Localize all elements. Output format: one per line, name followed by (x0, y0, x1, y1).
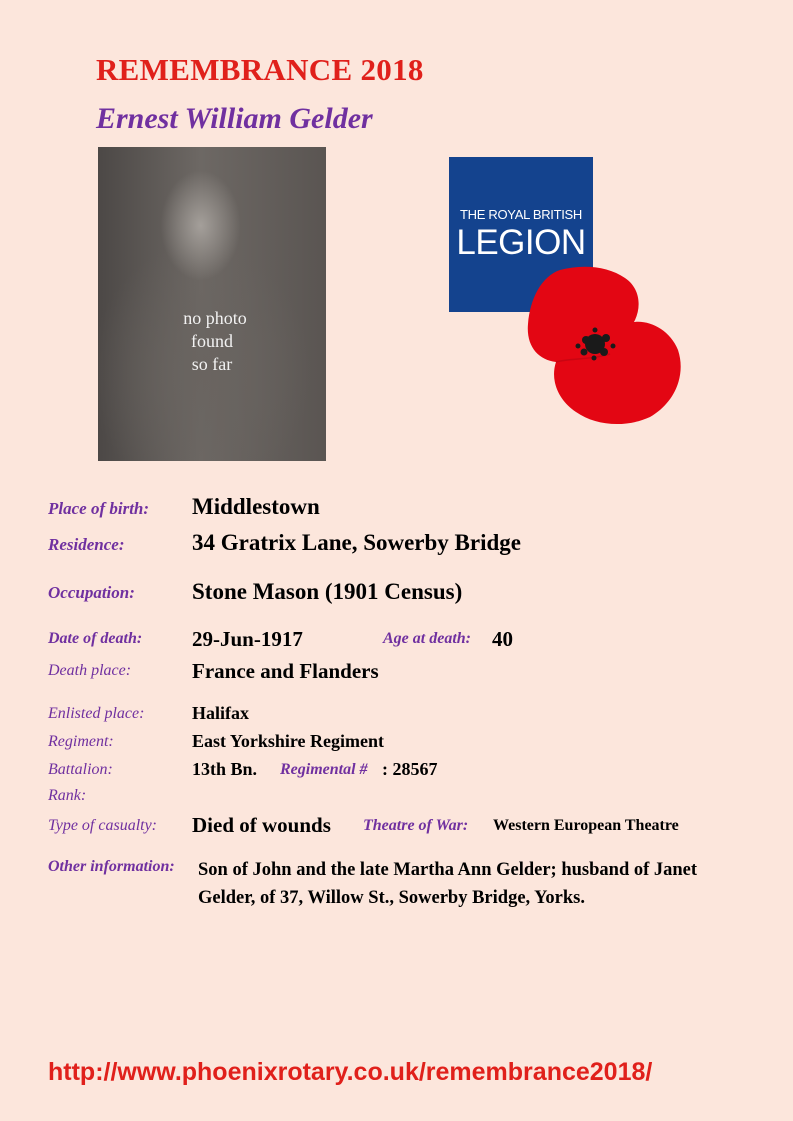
value-residence: 34 Gratrix Lane, Sowerby Bridge (192, 530, 521, 555)
value-regiment: East Yorkshire Regiment (192, 731, 384, 751)
photo-placeholder (98, 147, 326, 461)
label-rank: Rank: (48, 787, 87, 804)
label-regiment: Regiment: (48, 733, 114, 750)
value-battalion: 13th Bn. (192, 759, 258, 779)
value-age-at-death: 40 (492, 627, 513, 651)
legion-logo-line2: LEGION (456, 223, 586, 262)
footer-url-link[interactable]: http://www.phoenixrotary.co.uk/remembrance2018/ (48, 1058, 653, 1086)
photo-text-line: so far (191, 354, 233, 374)
value-occupation: Stone Mason (1901 Census) (192, 579, 463, 604)
label-death-place: Death place: (48, 662, 132, 679)
label-place-of-birth: Place of birth: (48, 499, 150, 518)
photo-text-line: found (191, 331, 233, 351)
soldier-name: Ernest William Gelder (96, 102, 373, 135)
page-title: REMEMBRANCE 2018 (96, 52, 424, 87)
value-enlisted-place: Halifax (192, 703, 249, 723)
poppy-icon (520, 262, 685, 427)
label-age-at-death-bold: Age at death: (383, 630, 471, 647)
label-date-of-death: Date of death: (48, 630, 143, 647)
label-battalion: Battalion: (48, 761, 113, 778)
legion-logo-line1: THE ROYAL BRITISH (459, 207, 583, 222)
value-regimental-number: : 28567 (382, 759, 438, 779)
value-date-of-death: 29-Jun-1917 (192, 627, 303, 651)
value-theatre-of-war: Western European Theatre (493, 817, 679, 834)
label-age-at-death (383, 630, 471, 648)
label-residence: Residence: (48, 535, 125, 554)
label-enlisted-place: Enlisted place: (48, 705, 145, 722)
label-other-information: Other information: (48, 858, 175, 875)
photo-text-line: no photo (183, 308, 247, 328)
label-regimental-number: Regimental # (280, 761, 368, 778)
value-other-information: Son of John and the late Martha Ann Gelder; husband of Janet Gelder, of 37, Willow St., Sowerby Bridge, Yorks. (198, 860, 698, 908)
value-type-of-casualty: Died of wounds (192, 813, 331, 837)
value-place-of-birth: Middlestown (192, 494, 320, 519)
label-type-of-casualty: Type of casualty: (48, 817, 158, 834)
label-occupation: Occupation: (48, 583, 135, 602)
label-theatre-of-war: Theatre of War: (363, 817, 469, 834)
photo-placeholder-text (98, 307, 326, 376)
value-death-place: France and Flanders (192, 659, 379, 683)
